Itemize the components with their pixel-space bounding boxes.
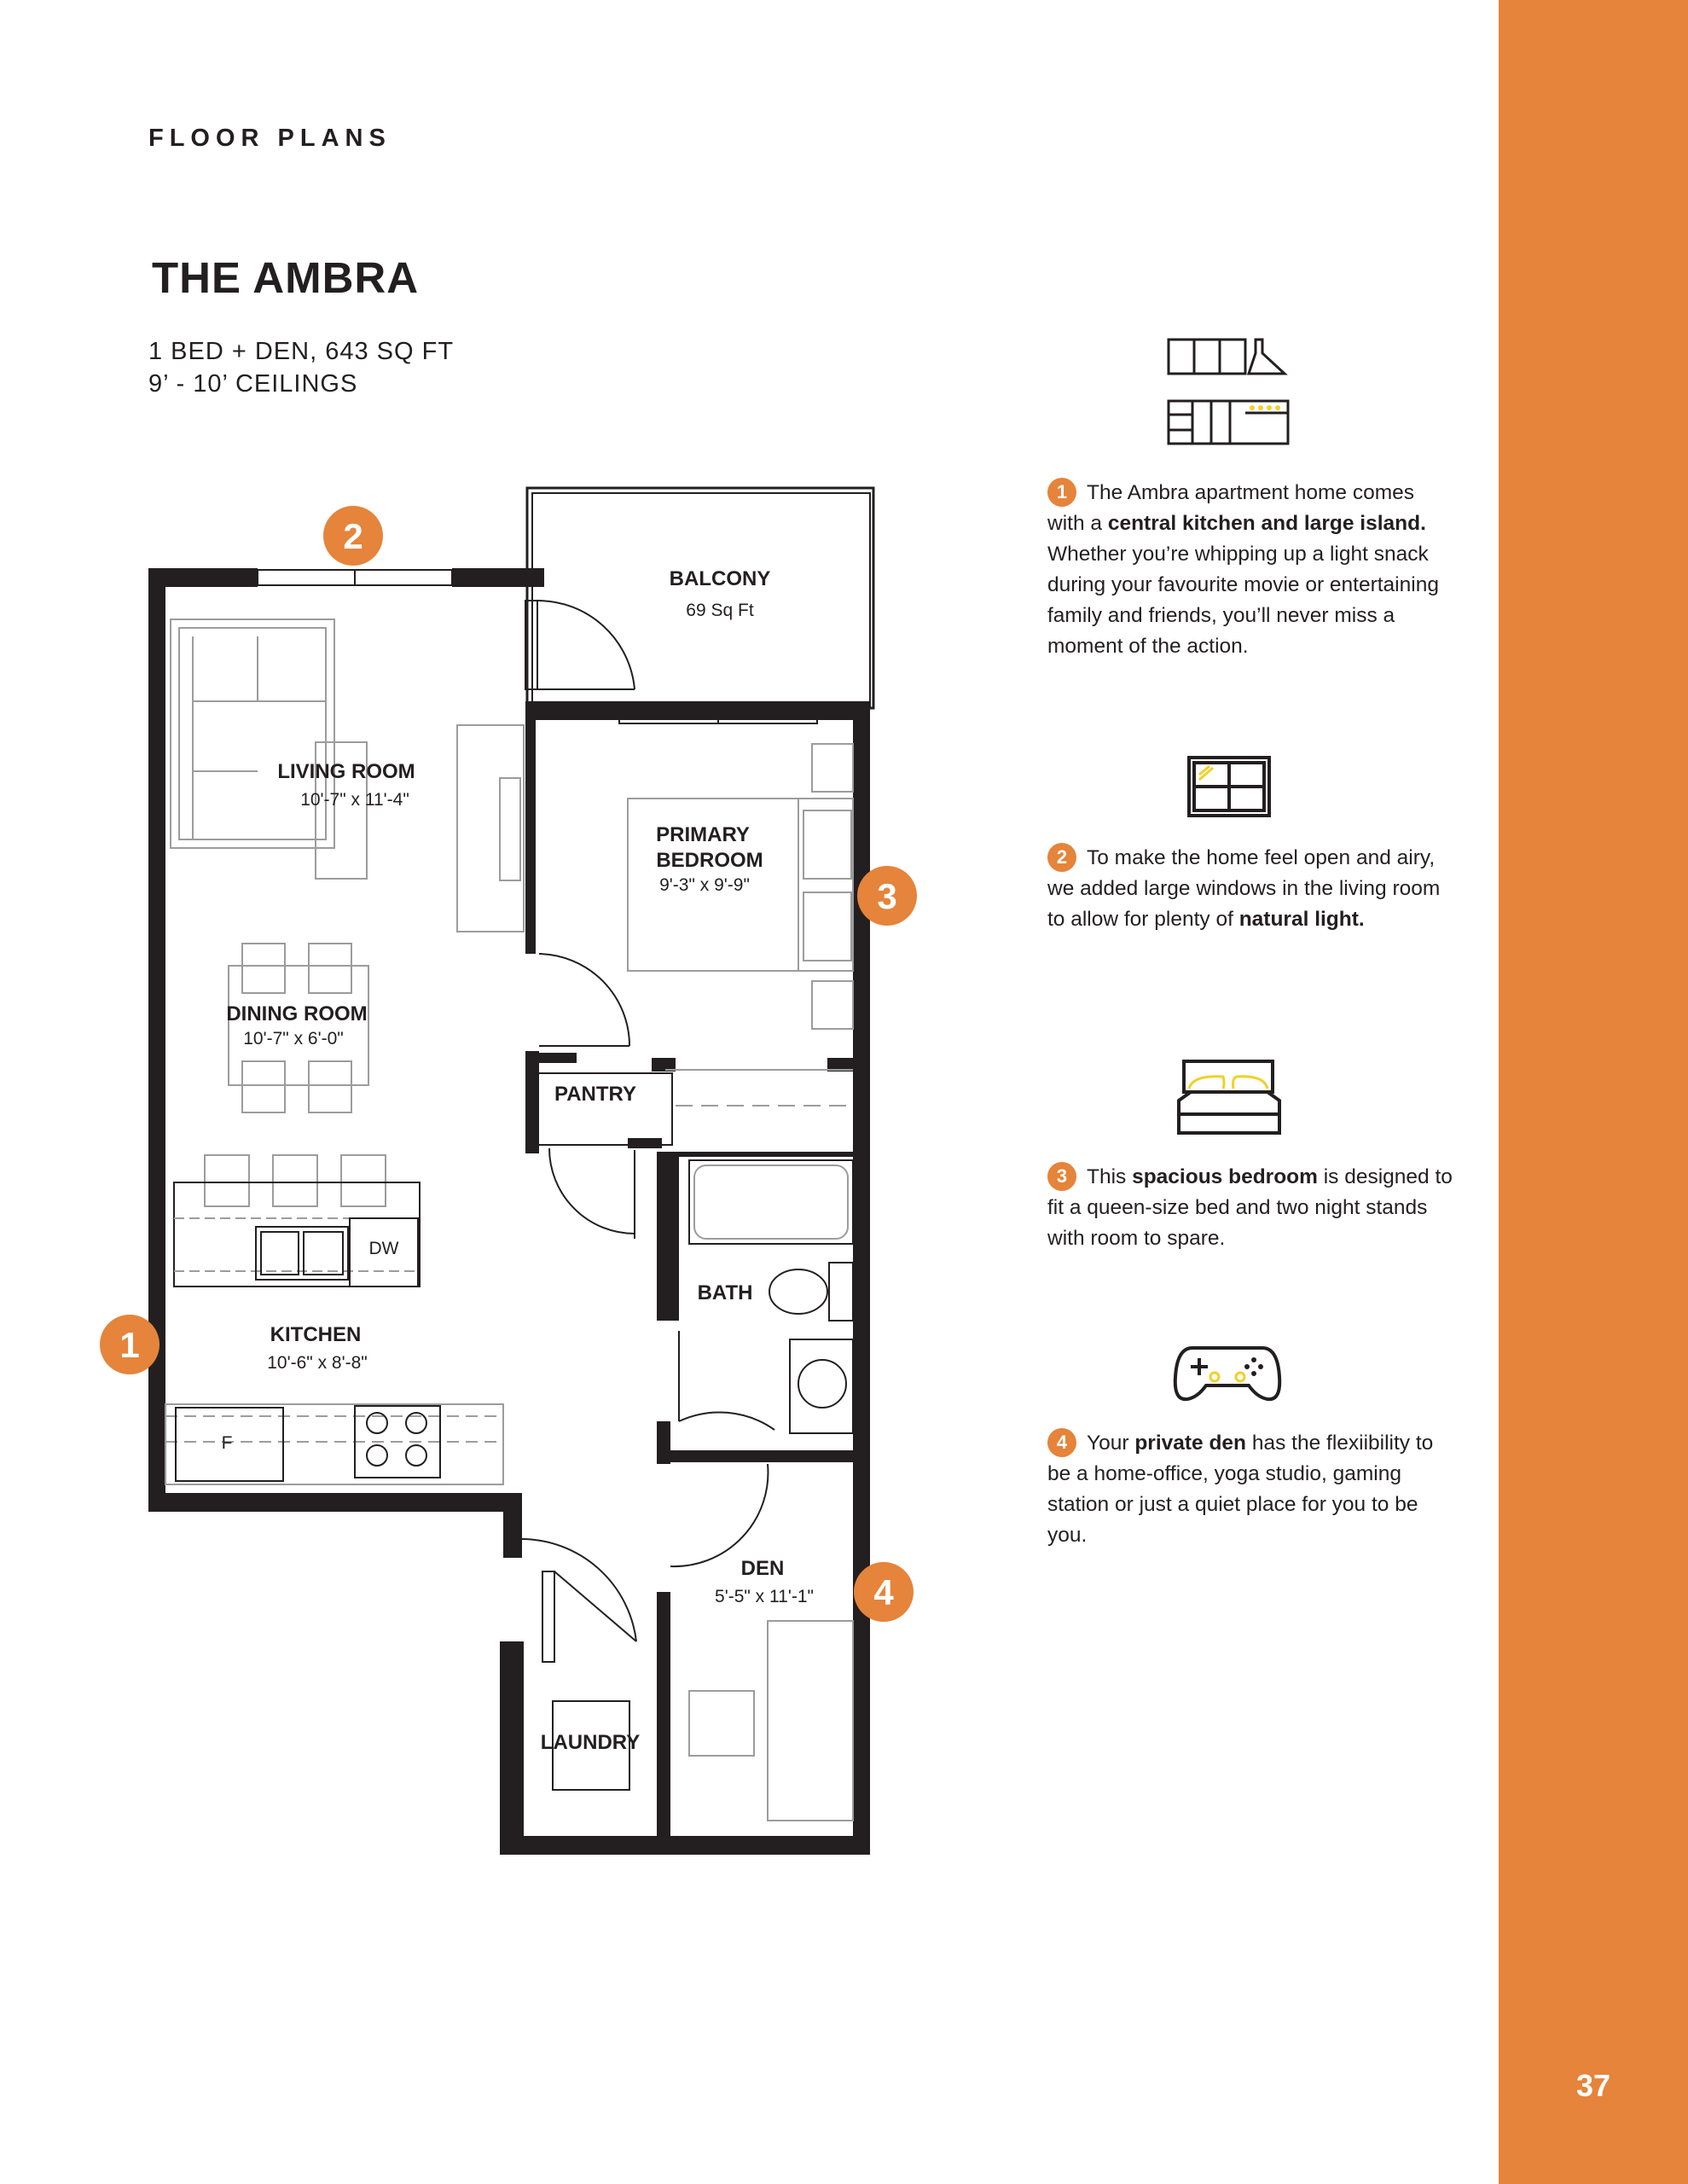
svg-text:4: 4 [873, 1572, 894, 1612]
section-label: FLOOR PLANS [148, 125, 392, 152]
game-controller-icon [1172, 1343, 1283, 1404]
svg-text:3: 3 [877, 876, 897, 916]
feature-4 [1047, 1428, 1457, 1551]
kitchen-cabinets-icon [1163, 334, 1291, 454]
accent-sidebar [1499, 0, 1688, 2184]
marker-4 [854, 1562, 914, 1622]
bath-label: BATH [697, 1281, 753, 1304]
dishwasher-label: DW [368, 1239, 399, 1258]
feature-highlight: spacious bedroom [1132, 1165, 1318, 1188]
living-room-label: LIVING ROOM [277, 760, 415, 783]
feature-text: The Ambra apartment home comes with a [1047, 481, 1415, 535]
feature-number-badge: 2 [1047, 843, 1076, 872]
svg-text:1: 1 [119, 1325, 140, 1365]
living-room-dim: 10'-7" x 11'-4" [300, 790, 409, 810]
balcony-label: BALCONY [669, 567, 771, 590]
feature-text: Whether you’re whipping up a light snack during your favourite movie or entertaining family and friends, you’ll never miss a moment of the action. [1047, 543, 1439, 658]
feature-number-badge: 1 [1047, 478, 1076, 507]
laundry-label: LAUNDRY [540, 1731, 641, 1754]
feature-3 [1047, 1162, 1457, 1254]
pantry-label: PANTRY [554, 1083, 636, 1106]
window-icon [1186, 754, 1273, 819]
den-dim: 5'-5" x 11'-1" [715, 1587, 814, 1606]
wall [148, 568, 165, 1512]
feature-highlight: private den [1134, 1432, 1247, 1455]
unit-spec-size: 1 BED + DEN, 643 SQ FT [148, 338, 455, 365]
unit-spec-ceilings: 9’ - 10’ CEILINGS [148, 370, 358, 398]
feature-text: is designed to fit a queen-size bed and two night stands with room to spare. [1047, 1165, 1453, 1250]
page-number: 37 [1575, 2068, 1611, 2103]
balcony-area: 69 Sq Ft [686, 601, 754, 620]
svg-text:2: 2 [343, 516, 363, 556]
primary-bedroom-label-line1: PRIMARY [656, 823, 750, 846]
dining-room-label: DINING ROOM [226, 1002, 368, 1025]
fridge-label: F [221, 1433, 233, 1453]
kitchen-label: KITCHEN [270, 1323, 362, 1346]
bed-icon [1175, 1058, 1283, 1136]
primary-bedroom-label-line2: BEDROOM [656, 849, 763, 872]
feature-1 [1047, 478, 1457, 662]
marker-3 [857, 866, 917, 926]
feature-highlight: natural light. [1238, 908, 1365, 931]
page-title: THE AMBRA [152, 253, 420, 302]
feature-text: To make the home feel open and airy, we added large windows in the living room to allow for plenty of [1047, 846, 1441, 931]
feature-text: has the flexiibility to be a home-office, yoga studio, gaming station or just a quiet place for you to be you. [1047, 1432, 1434, 1547]
feature-2 [1047, 843, 1457, 935]
dining-room-dim: 10'-7" x 6'-0" [243, 1029, 344, 1048]
marker-1 [100, 1315, 160, 1374]
kitchen-dim: 10'-6" x 8'-8" [267, 1353, 368, 1373]
primary-bedroom-dim: 9'-3" x 9'-9" [659, 875, 750, 895]
feature-number-badge: 3 [1047, 1162, 1076, 1191]
marker-2 [323, 506, 383, 566]
den-label: DEN [740, 1557, 785, 1580]
feature-highlight: central kitchen and large island. [1107, 512, 1426, 535]
feature-text: Your [1087, 1432, 1135, 1455]
feature-number-badge: 4 [1047, 1428, 1076, 1457]
feature-text: This [1087, 1165, 1133, 1188]
